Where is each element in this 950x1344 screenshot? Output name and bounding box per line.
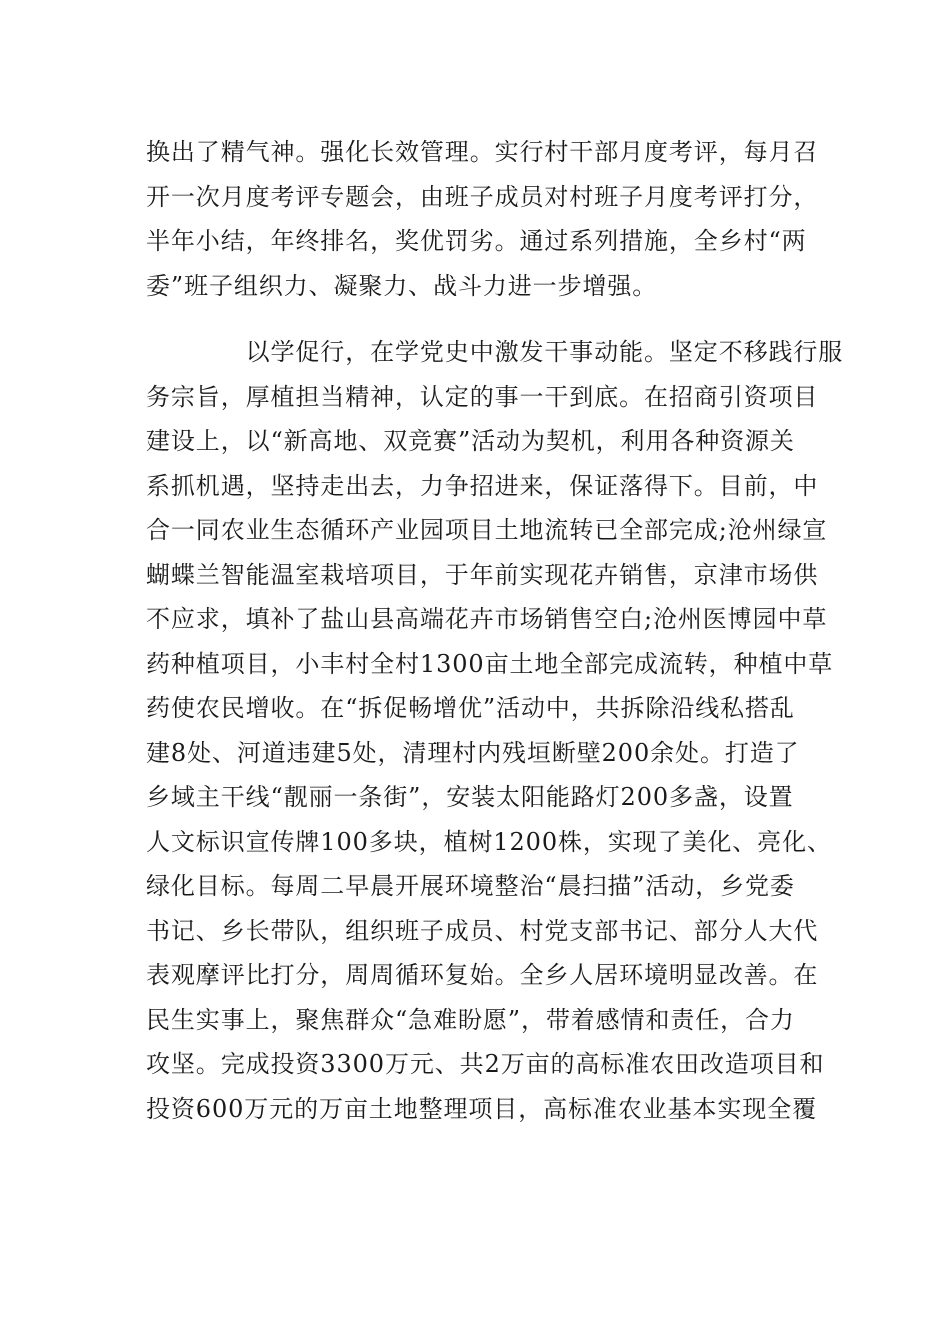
text-line: 书记、乡长带队，组织班子成员、村党支部书记、部分人大代 (146, 916, 819, 945)
text-line: 建设上，以“新高地、双竞赛”活动为契机，利用各种资源关 (146, 427, 795, 455)
text-line: 不应求，填补了盐山县高端花卉市场销售空白;沧州医博园中草 (146, 605, 828, 633)
text-line: 蝴蝶兰智能温室栽培项目，于年前实现花卉销售，京津市场供 (146, 560, 819, 589)
text-line: 以学促行，在学党史中激发干事动能。坚定不移践行服 (146, 338, 844, 366)
text-line: 药使农民增收。在“拆促畅增优”活动中，共拆除沿线私搭乱 (146, 694, 795, 722)
paragraph-1 (146, 130, 819, 308)
paragraph-2 (146, 330, 844, 1131)
text-line: 乡域主干线“靓丽一条街”，安装太阳能路灯200多盏，设置 (146, 783, 794, 811)
text-line: 民生实事上，聚焦群众“急难盼愿”，带着感情和责任，合力 (146, 1005, 795, 1034)
text-line: 建8处、河道违建5处，清理村内残垣断壁200余处。打造了 (146, 738, 800, 767)
text-line: 务宗旨，厚植担当精神，认定的事一干到底。在招商引资项目 (146, 382, 819, 411)
text-line: 换出了精气神。强化长效管理。实行村干部月度考评，每月召 (146, 138, 819, 166)
text-line: 系抓机遇，坚持走出去，力争招进来，保证落得下。目前，中 (146, 471, 819, 500)
text-line: 攻坚。完成投资3300万元、共2万亩的高标准农田改造项目和 (146, 1050, 825, 1078)
text-line: 开一次月度考评专题会，由班子成员对村班子月度考评打分， (146, 182, 819, 211)
text-line: 绿化目标。每周二早晨开展环境整治“晨扫描”活动，乡党委 (146, 872, 795, 900)
text-line: 药种植项目，小丰村全村1300亩土地全部完成流转，种植中草 (146, 649, 834, 678)
text-line: 人文标识宣传牌100多块，植树1200株，实现了美化、亮化、 (146, 827, 832, 856)
text-line: 合一同农业生态循环产业园项目土地流转已全部完成;沧州绿宣 (146, 516, 828, 544)
text-line: 委”班子组织力、凝聚力、战斗力进一步增强。 (146, 271, 658, 300)
text-line: 半年小结，年终排名，奖优罚劣。通过系列措施，全乡村“两 (146, 227, 807, 255)
text-line: 表观摩评比打分，周周循环复始。全乡人居环境明显改善。在 (146, 961, 819, 989)
text-line: 投资600万元的万亩土地整理项目，高标准农业基本实现全覆 (146, 1094, 818, 1123)
